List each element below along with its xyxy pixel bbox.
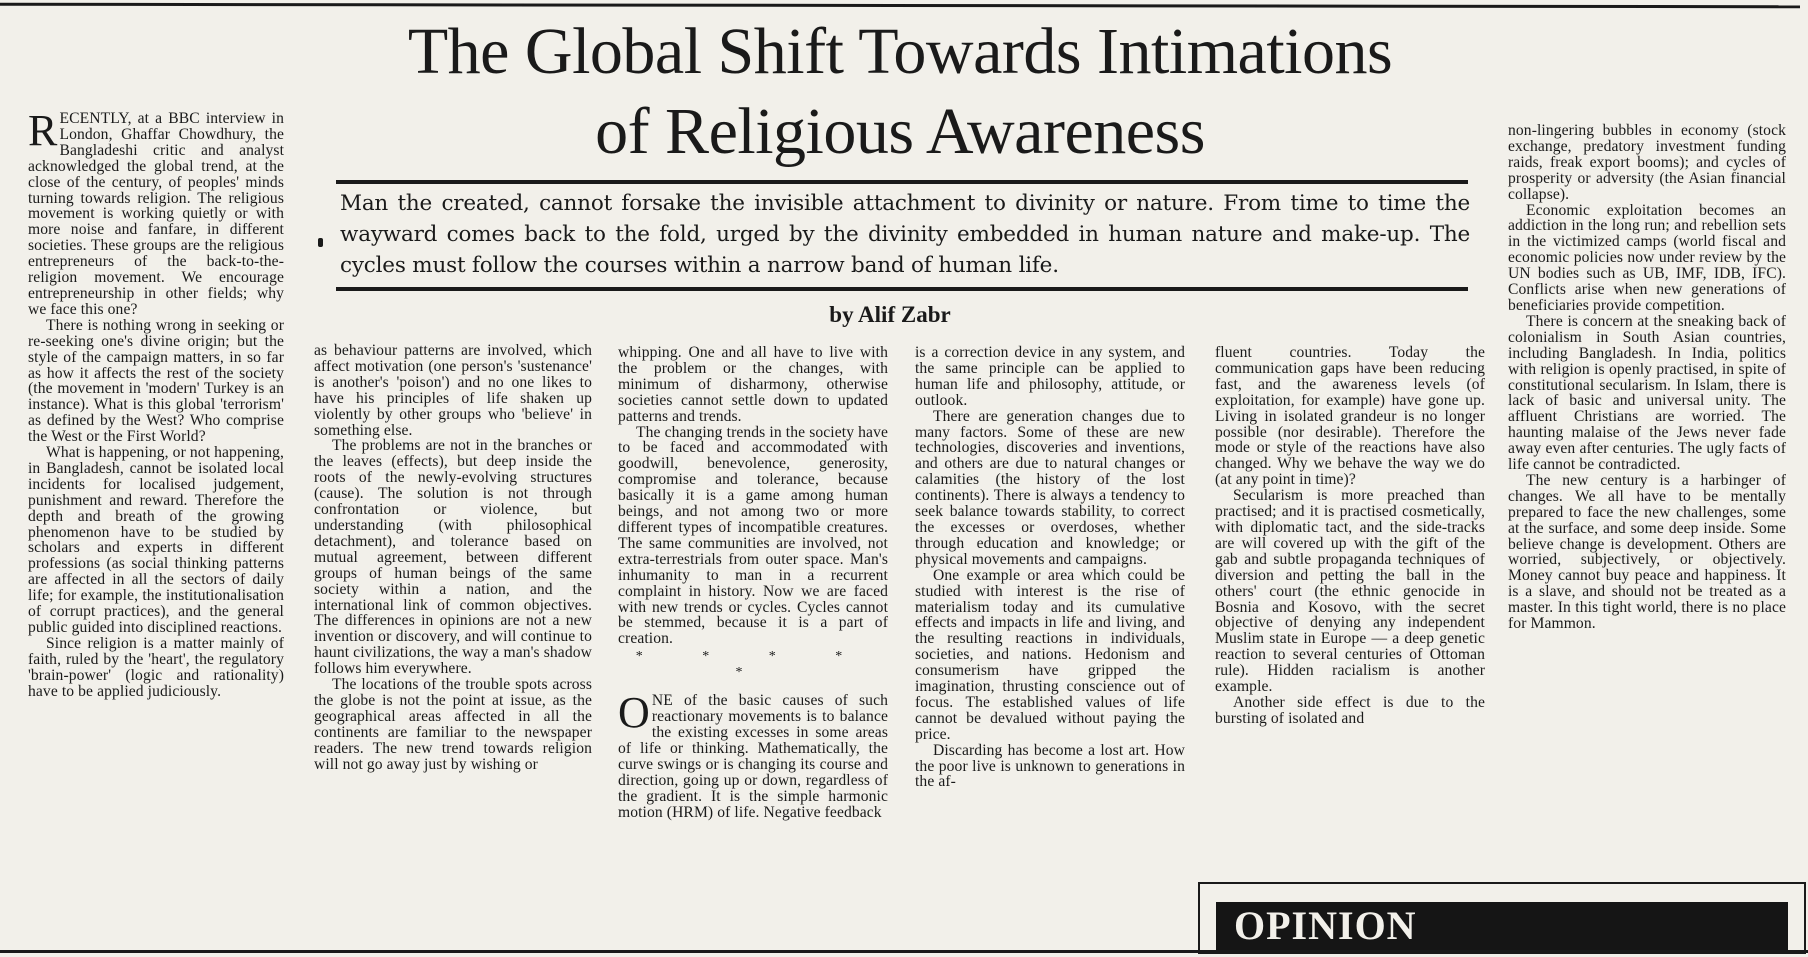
paragraph: Discarding has become a lost art. How the poor live is unknown to generations in the af- bbox=[915, 741, 1185, 791]
article-column-5 bbox=[1215, 345, 1485, 727]
paragraph: Economic exploitation becomes an addiction in the long run; and rebellion sets in the victimized camps (world fiscal and economic policies now under review by the UN bodies such as UB, IMF, IDB, IFC). Conflicts arise when new generations of beneficiaries provide competition. bbox=[1508, 201, 1786, 314]
paragraph: Another side effect is due to the bursting of isolated and bbox=[1215, 693, 1485, 727]
headline bbox=[300, 12, 1500, 172]
drop-cap: O bbox=[618, 688, 650, 738]
article-column-2 bbox=[314, 343, 592, 772]
paragraph: Secularism is more preached than practised; and it is practised cosmetically, with diplomatic tact, and the side-tracks are will covered up with the gift of the gab and subtle propaganda techniques of diversion and petting the ball in the others' court (the ethnic genocide in Bosnia and Kosovo, with the secret objective of denying any independent Muslim state in Europe — a deep genetic reaction to several centuries of Ottoman rule). Hidden racialism is another example. bbox=[1215, 487, 1485, 696]
paragraph: There is concern at the sneaking back of colonialism in South Asian countries, including Bangladesh. In India, politics with religion is openly practised, in spite of constitutional secularism. In Islam, there is lack of basic and universal unity. The affluent Christians are worried. The haunting malaise of the Jews never fade away even after centuries. The ugly facts of life cannot be contradicted. bbox=[1508, 312, 1786, 474]
paragraph: The changing trends in the society have to be faced and accommodated with goodwill, benevolence, generosity, compromise and tolerance, because basically it is a game among human beings, and not among two or more different types of incompatible creatures. The same communities are involved, not extra-terrestrials from outer space. Man's inhumanity to man in a recurrent complaint in history. Now we are faced with new trends or cycles. Cycles cannot be stemmed, because it is a part of creation. bbox=[618, 423, 888, 648]
article-column-3 bbox=[618, 345, 888, 820]
paragraph: is a correction device in any system, and the same principle can be applied to human life and philosophy, attitude, or outlook. bbox=[915, 344, 1185, 409]
headline-line-1: The Global Shift Towards Intimations bbox=[407, 15, 1393, 88]
paragraph: The problems are not in the branches or the leaves (effects), but deep inside the roots of the newly-evolving structures (cause). The solution is not through confrontation or violence, but understanding (with philosophical detachment), and tolerance based on mutual agreement, between different groups of human beings of the same society within a nation, and the international link of common objectives. The differences in opinions are not a new invention or discovery, and will continue to haunt civilizations, the way a man's shadow follows him everywhere. bbox=[314, 437, 592, 678]
byline: by Alif Zabr bbox=[829, 302, 951, 327]
article-column-1 bbox=[28, 106, 284, 700]
paragraph: There are generation changes due to many factors. Some of these are new technologies, discoveries and inventions, and others are due to natural changes or calamities (the history of the lost continents). There is always a tendency to seek balance towards stability, to correct the excesses or overdoses, whether through education and knowledge; or physical movements and campaigns. bbox=[915, 407, 1185, 568]
paragraph: as behaviour patterns are involved, which affect motivation (one person's 'sustenance' is another's 'poison') and no one likes to have his principles of life shaken up violently by other groups who 'believe' in something else. bbox=[314, 342, 592, 439]
paragraph: whipping. One and all have to live with the problem or the changes, with minimum of disharmony, otherwise societies cannot settle down to updated patterns and trends. bbox=[618, 344, 888, 425]
paragraph: The new century is a harbinger of changes. We all have to be mentally prepared to face the new challenges, some at the surface, and some deep inside. Some believe change is development. Others are worried, subjectively, or objectively. Money cannot buy peace and happiness. It is a slave, and should not be treated as a master. In this tight world, there is no place for Mammon. bbox=[1508, 471, 1786, 633]
deck-rule-bottom bbox=[336, 287, 1468, 291]
deck-rule-top bbox=[336, 180, 1468, 184]
article-column-6 bbox=[1508, 123, 1786, 632]
paragraph: ONE of the basic causes of such reactionary movements is to balance the existing excesses in some areas of life or thinking. Mathematically, the curve swings or is changing its course and direction, going up or down, regardless of the gradient. It is the simple harmonic motion (HRM) of life. Negative feedback bbox=[618, 688, 888, 821]
deck-summary: Man the created, cannot forsake the invisible attachment to divinity or nature. From time to time the wayward comes back to the fold, urged by the divinity embedded in human nature and make-up. The cycles must follow the courses within a narrow band of human life. bbox=[340, 191, 1470, 278]
opinion-label: OPINION bbox=[1234, 903, 1417, 948]
paragraph: RECENTLY, at a BBC interview in London, Ghaffar Chowdhury, the Bangladeshi critic and analyst acknowledged the global trend, at the close of the century, of peoples' minds turning towards religion. The religious movement is working quietly or with more noise and fanfare, in different societies. These groups are the religious entrepreneurs of the back-to-the-religion movement. We encourage entrepreneurship in other fields; why we face this one? bbox=[28, 106, 284, 318]
headline-line-2: of Religious Awareness bbox=[595, 95, 1205, 168]
paragraph: Since religion is a matter mainly of faith, ruled by the 'heart', the regulatory 'brain-power' (logic and rationality) have to be applied judiciously. bbox=[28, 634, 284, 700]
top-rule bbox=[0, 3, 1800, 9]
paragraph: One example or area which could be studied with interest is the rise of materialism today and its cumulative effects and impacts in life and living, and the resulting reactions in individuals, societies, and nations. Hedonism and consumerism have gripped the imagination, thrusting conscience out of focus. The established values of life cannot be devalued without paying the price. bbox=[915, 566, 1185, 743]
bullet-mark bbox=[318, 238, 323, 247]
paragraph: The locations of the trouble spots across the globe is not the point at issue, as the geographical areas affected in all the continents are familiar to the newspaper readers. The new trend towards religion will not go away just by wishing or bbox=[314, 676, 592, 773]
paragraph: non-lingering bubbles in economy (stock exchange, predatory investment funding raids, freak export booms); and cycles of prosperity or adversity (the Asian financial collapse). bbox=[1508, 122, 1786, 203]
paragraph: What is happening, or not happening, in Bangladesh, cannot be isolated local incidents for localised judgement, punishment and reward. Therefore the depth and breath of the growing phenomenon have to be studied by scholars and experts in different professions (as social thinking patterns are affected in all the sectors of daily life; for example, the institutionalisation of corrupt practices), and the general public guided into disciplined reactions. bbox=[28, 444, 284, 636]
bottom-rule bbox=[0, 950, 1808, 953]
article-column-4 bbox=[915, 345, 1185, 790]
opinion-section-box bbox=[1198, 882, 1806, 954]
paragraph: fluent countries. Today the communication gaps have been reducing fast, and the awareness levels (of exploitation, for example) have gone up. Living in isolated grandeur is no longer possible (nor desirable). Therefore the mode or style of the reactions have also changed. Why we behave the way we do (at any point in time)? bbox=[1215, 344, 1485, 489]
paragraph: There is nothing wrong in seeking or re-seeking one's divine origin; but the style of the campaign matters, in so far as how it affects the rest of the society (the movement in 'modern' Turkey is an instance). What is this global 'terrorism' as defined by the West? Who comprise the West or the First World? bbox=[28, 316, 284, 446]
drop-cap: R bbox=[28, 106, 58, 155]
section-break-stars: * * * * * bbox=[635, 649, 871, 681]
